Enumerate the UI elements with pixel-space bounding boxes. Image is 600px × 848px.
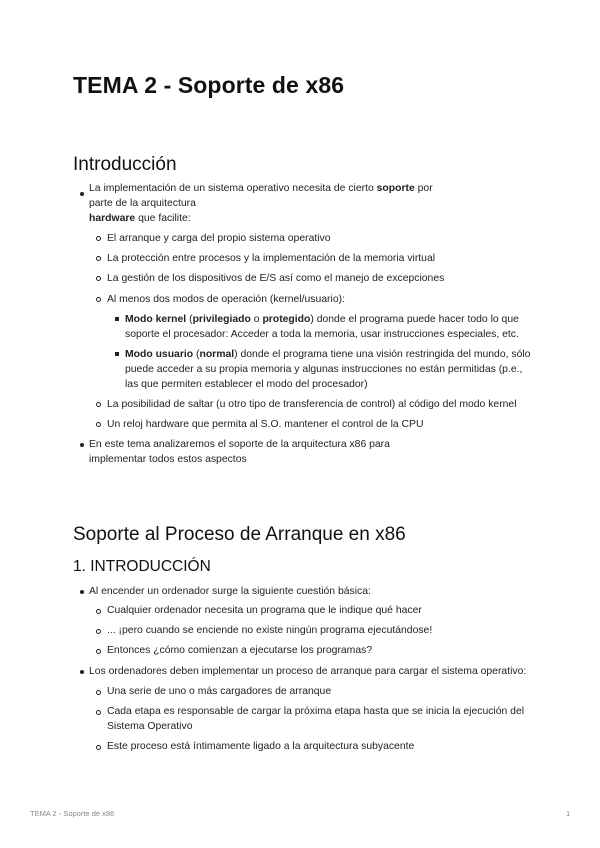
text: La implementación de un sistema operativo necesita de cierto [89, 183, 377, 194]
paragraph-line: parte de la arquitectura [89, 198, 196, 209]
bold-text: soporte [376, 183, 415, 194]
text: ) donde el programa puede hacer todo lo que [310, 314, 519, 325]
bullet [115, 352, 119, 356]
list-item: Entonces ¿cómo comienzan a ejecutarse los programas? [107, 645, 373, 656]
bold-text: normal [199, 349, 235, 360]
list-item-user [125, 347, 530, 362]
bullet [80, 443, 84, 447]
list-item: Un reloj hardware que permita al S.O. mantener el control de la CPU [107, 419, 424, 430]
list-item: Cada etapa es responsable de cargar la próxima etapa hasta que se inicia la ejecución del [107, 706, 525, 717]
subsection-heading: 1. INTRODUCCIÓN [73, 558, 211, 575]
bold-text: privilegiado [192, 314, 251, 325]
list-item: La protección entre procesos y la implementación de la memoria virtual [107, 253, 436, 264]
list-item: El arranque y carga del propio sistema operativo [107, 233, 331, 244]
paragraph-line: Sistema Operativo [107, 721, 193, 732]
bullet [96, 649, 101, 654]
paragraph-line: En este tema analizaremos el soporte de la arquitectura x86 para [89, 439, 390, 450]
bold-text: Modo kernel [125, 314, 187, 325]
list-item: La posibilidad de saltar (u otro tipo de transferencia de control) al código del modo kernel [107, 399, 517, 410]
section-heading-intro: Introducción [73, 154, 177, 175]
paragraph-line: Al encender un ordenador surge la siguiente cuestión básica: [89, 586, 371, 597]
text: o [250, 314, 263, 325]
bold-text: Modo usuario [125, 349, 194, 360]
bullet [115, 317, 119, 321]
list-item: Una serie de uno o más cargadores de arranque [107, 686, 332, 697]
list-item-kernel [125, 312, 519, 327]
bold-text: protegido [262, 314, 311, 325]
list-item: Este proceso está íntimamente ligado a la arquitectura subyacente [107, 741, 415, 752]
bold-text: hardware [89, 213, 136, 224]
footer-title: TEMA 2 - Soporte de x86 [30, 809, 115, 818]
bullet [96, 402, 101, 407]
bullet [96, 690, 101, 695]
text: ( [186, 314, 193, 325]
page-title: TEMA 2 - Soporte de x86 [73, 72, 345, 98]
paragraph-line: puede acceder a su propia memoria y algunas instrucciones no están permitidas (p.e., [125, 364, 523, 375]
paragraph-line [89, 211, 191, 226]
list-item: Cualquier ordenador necesita un programa que le indique qué hacer [107, 605, 422, 616]
bullet [96, 256, 101, 261]
list-item: La gestión de los dispositivos de E/S así como el manejo de excepciones [107, 273, 445, 284]
paragraph-line [89, 181, 433, 196]
paragraph-line: implementar todos estos aspectos [89, 454, 247, 465]
text: ) donde el programa tiene una visión restringida del mundo, sólo [234, 349, 531, 360]
page-number: 1 [566, 809, 571, 818]
paragraph-line: las que permiten establecer el modo del procesador) [125, 379, 368, 390]
section-heading-boot: Soporte al Proceso de Arranque en x86 [73, 524, 406, 545]
bullet [96, 276, 101, 281]
text: que facilite: [135, 213, 191, 224]
bullet [96, 297, 101, 302]
bullet [96, 629, 101, 634]
bullet [96, 710, 101, 715]
bullet [80, 192, 84, 196]
bullet [80, 590, 84, 594]
bullet [96, 422, 101, 427]
paragraph-line: soporte el procesador: Acceder a toda la memoria, usar instrucciones especiales, etc. [125, 329, 519, 340]
paragraph-line: Los ordenadores deben implementar un proceso de arranque para cargar el sistema operativo: [89, 666, 527, 677]
bullet [96, 609, 101, 614]
bullet [96, 236, 101, 241]
list-item: Al menos dos modos de operación (kernel/usuario): [107, 294, 345, 305]
list-item: ... ¡pero cuando se enciende no existe ningún programa ejecutándose! [107, 625, 433, 636]
text: ( [193, 349, 200, 360]
text: por [414, 183, 433, 194]
bullet [96, 745, 101, 750]
bullet [80, 670, 84, 674]
